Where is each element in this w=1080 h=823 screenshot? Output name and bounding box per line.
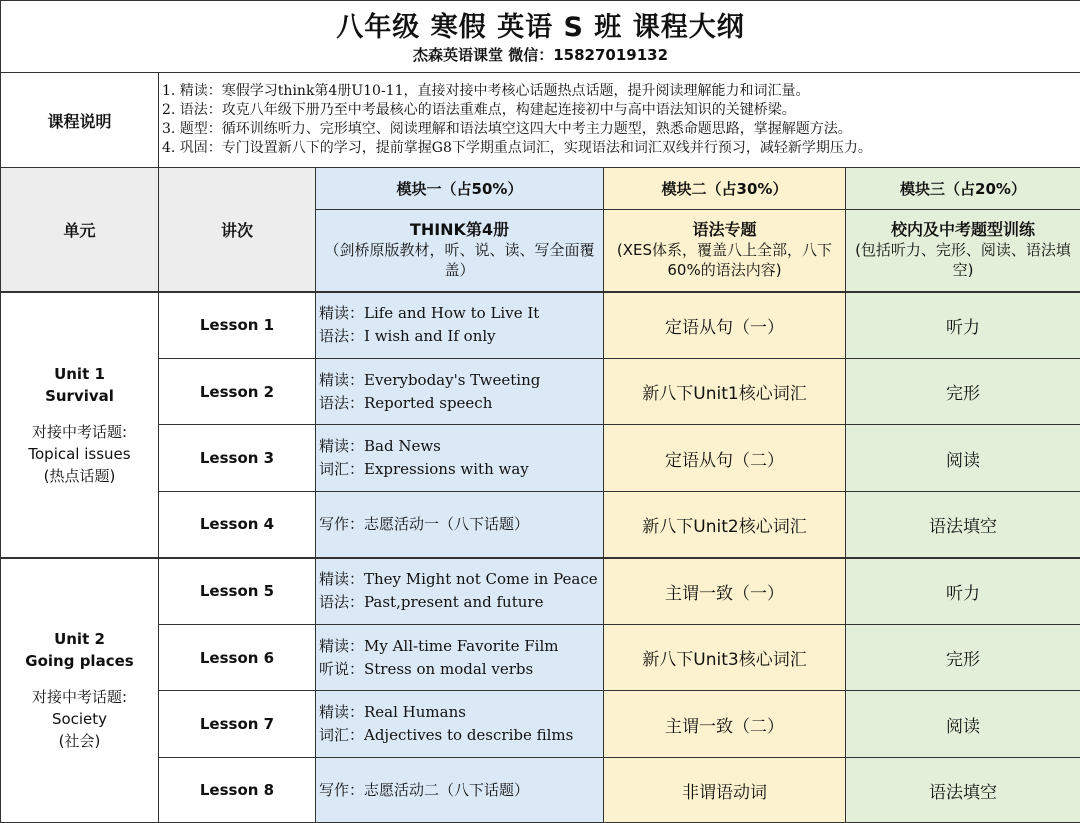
- module3-title: 校内及中考题型训练: [890, 220, 1035, 240]
- module2-content: 定语从句（二）: [604, 425, 846, 492]
- content-line: 精读：They Might not Come in Peace: [319, 570, 598, 589]
- table-row: [1, 758, 1080, 823]
- content-line: 语法：Past,present and future: [319, 593, 544, 612]
- module2-title: 语法专题: [692, 220, 757, 240]
- module1-content: [316, 359, 604, 425]
- module1-header: 模块一（占50%）: [316, 168, 604, 210]
- module1-content: [316, 492, 604, 558]
- module3-content: 听力: [846, 558, 1080, 625]
- module3-content: 语法填空: [846, 492, 1080, 558]
- unit-topic-label: 对接中考话题:: [31, 422, 128, 441]
- module2-header: 模块二（占30%）: [604, 168, 846, 210]
- content-line: 精读：My All-time Favorite Film: [319, 636, 559, 655]
- lesson-name: Lesson 4: [159, 492, 316, 558]
- unit-topic-cn: (社会): [58, 732, 101, 751]
- module2-content: 主谓一致（二）: [604, 691, 846, 758]
- unit-column-header: 单元: [1, 168, 159, 292]
- content-line: 精读：Everyboday's Tweeting: [319, 370, 541, 389]
- module3-content: 完形: [846, 625, 1080, 691]
- module1-note: （剑桥原版教材，听、说、读、写全面覆盖）: [324, 241, 595, 280]
- table-row: [1, 359, 1080, 425]
- module3-header: 模块三（占20%）: [846, 168, 1080, 210]
- module2-content: 新八下Unit1核心词汇: [604, 359, 846, 425]
- content-line: 写作：志愿活动一（八下话题）: [319, 514, 530, 533]
- module3-note: (包括听力、完形、阅读、语法填空): [855, 241, 1071, 280]
- module3-content: 听力: [846, 292, 1080, 359]
- table-row: [1, 625, 1080, 691]
- unit-topic-cn: (热点话题): [43, 466, 116, 485]
- module1-content: [316, 758, 604, 823]
- content-line: 语法：I wish and If only: [319, 327, 496, 346]
- page-subtitle: 杰森英语课堂 微信：15827019132: [412, 45, 669, 64]
- module1-content: [316, 558, 604, 625]
- module2-content: 新八下Unit3核心词汇: [604, 625, 846, 691]
- module1-content: [316, 691, 604, 758]
- table-row: [1, 292, 1080, 359]
- module2-title-cell: [604, 210, 846, 292]
- module1-content: [316, 625, 604, 691]
- lesson-name: Lesson 6: [159, 625, 316, 691]
- lesson-name: Lesson 5: [159, 558, 316, 625]
- lesson-name: Lesson 2: [159, 359, 316, 425]
- lesson-name: Lesson 3: [159, 425, 316, 492]
- module3-content: 阅读: [846, 691, 1080, 758]
- module3-content: 语法填空: [846, 758, 1080, 823]
- intro-line: 1. 精读：寒假学习think第4册U10-11，直接对接中考核心话题热点话题，提升阅读理解能力和词汇量。: [162, 83, 810, 99]
- lecture-column-header: 讲次: [159, 168, 316, 292]
- unit-name: Going places: [25, 652, 134, 671]
- module3-content: 完形: [846, 359, 1080, 425]
- content-line: 精读：Bad News: [319, 437, 441, 455]
- unit-2-cell: [1, 558, 159, 823]
- content-line: 语法：Reported speech: [319, 393, 493, 412]
- intro-label: 课程说明: [1, 73, 159, 168]
- module2-content: 新八下Unit2核心词汇: [604, 492, 846, 558]
- module2-content: 主谓一致（一）: [604, 558, 846, 625]
- content-line: 词汇：Adjectives to describe films: [319, 726, 574, 744]
- module1-title: THINK第4册: [409, 220, 510, 240]
- content-line: 写作：志愿活动二（八下话题）: [319, 780, 530, 799]
- lesson-name: Lesson 8: [159, 758, 316, 823]
- unit-name: Survival: [45, 386, 114, 405]
- module1-content: [316, 425, 604, 492]
- module3-title-cell: [846, 210, 1080, 292]
- content-line: 词汇：Expressions with way: [319, 460, 529, 478]
- intro-description: [159, 73, 1080, 168]
- lesson-name: Lesson 1: [159, 292, 316, 359]
- unit-topic-en: Society: [51, 710, 108, 729]
- table-row: [1, 691, 1080, 758]
- intro-line: 3. 题型：循环训练听力、完形填空、阅读理解和语法填空这四大中考主力题型，熟悉命题思路，掌握解题方法。: [162, 121, 852, 137]
- module1-title-cell: [316, 210, 604, 292]
- unit-1-cell: [1, 292, 159, 558]
- table-row: [1, 558, 1080, 625]
- content-line: 精读：Life and How to Live It: [319, 304, 540, 323]
- table-row: [1, 425, 1080, 492]
- unit-number: Unit 2: [54, 630, 105, 649]
- page-header: [1, 1, 1080, 73]
- unit-number: Unit 1: [54, 364, 105, 383]
- module2-note: (XES体系，覆盖八上全部，八下60%的语法内容): [616, 241, 833, 280]
- intro-line: 2. 语法：攻克八年级下册乃至中考最核心的语法重难点，构建起连接初中与高中语法知识的关键桥梁。: [162, 102, 796, 118]
- content-line: 听说：Stress on modal verbs: [319, 659, 534, 678]
- unit-topic-en: Topical issues: [28, 444, 131, 463]
- module2-content: 定语从句（一）: [604, 292, 846, 359]
- module3-content: 阅读: [846, 425, 1080, 492]
- intro-line: 4. 巩固：专门设置新八下的学习，提前掌握G8下学期重点词汇，实现语法和词汇双线并行预习，减轻新学期压力。: [162, 140, 872, 156]
- module2-content: 非谓语动词: [604, 758, 846, 823]
- table-row: [1, 492, 1080, 558]
- module1-content: [316, 292, 604, 359]
- unit-topic-label: 对接中考话题:: [31, 688, 128, 707]
- lesson-name: Lesson 7: [159, 691, 316, 758]
- content-line: 精读：Real Humans: [319, 703, 466, 721]
- page-title: 八年级 寒假 英语 S 班 课程大纲: [336, 11, 745, 43]
